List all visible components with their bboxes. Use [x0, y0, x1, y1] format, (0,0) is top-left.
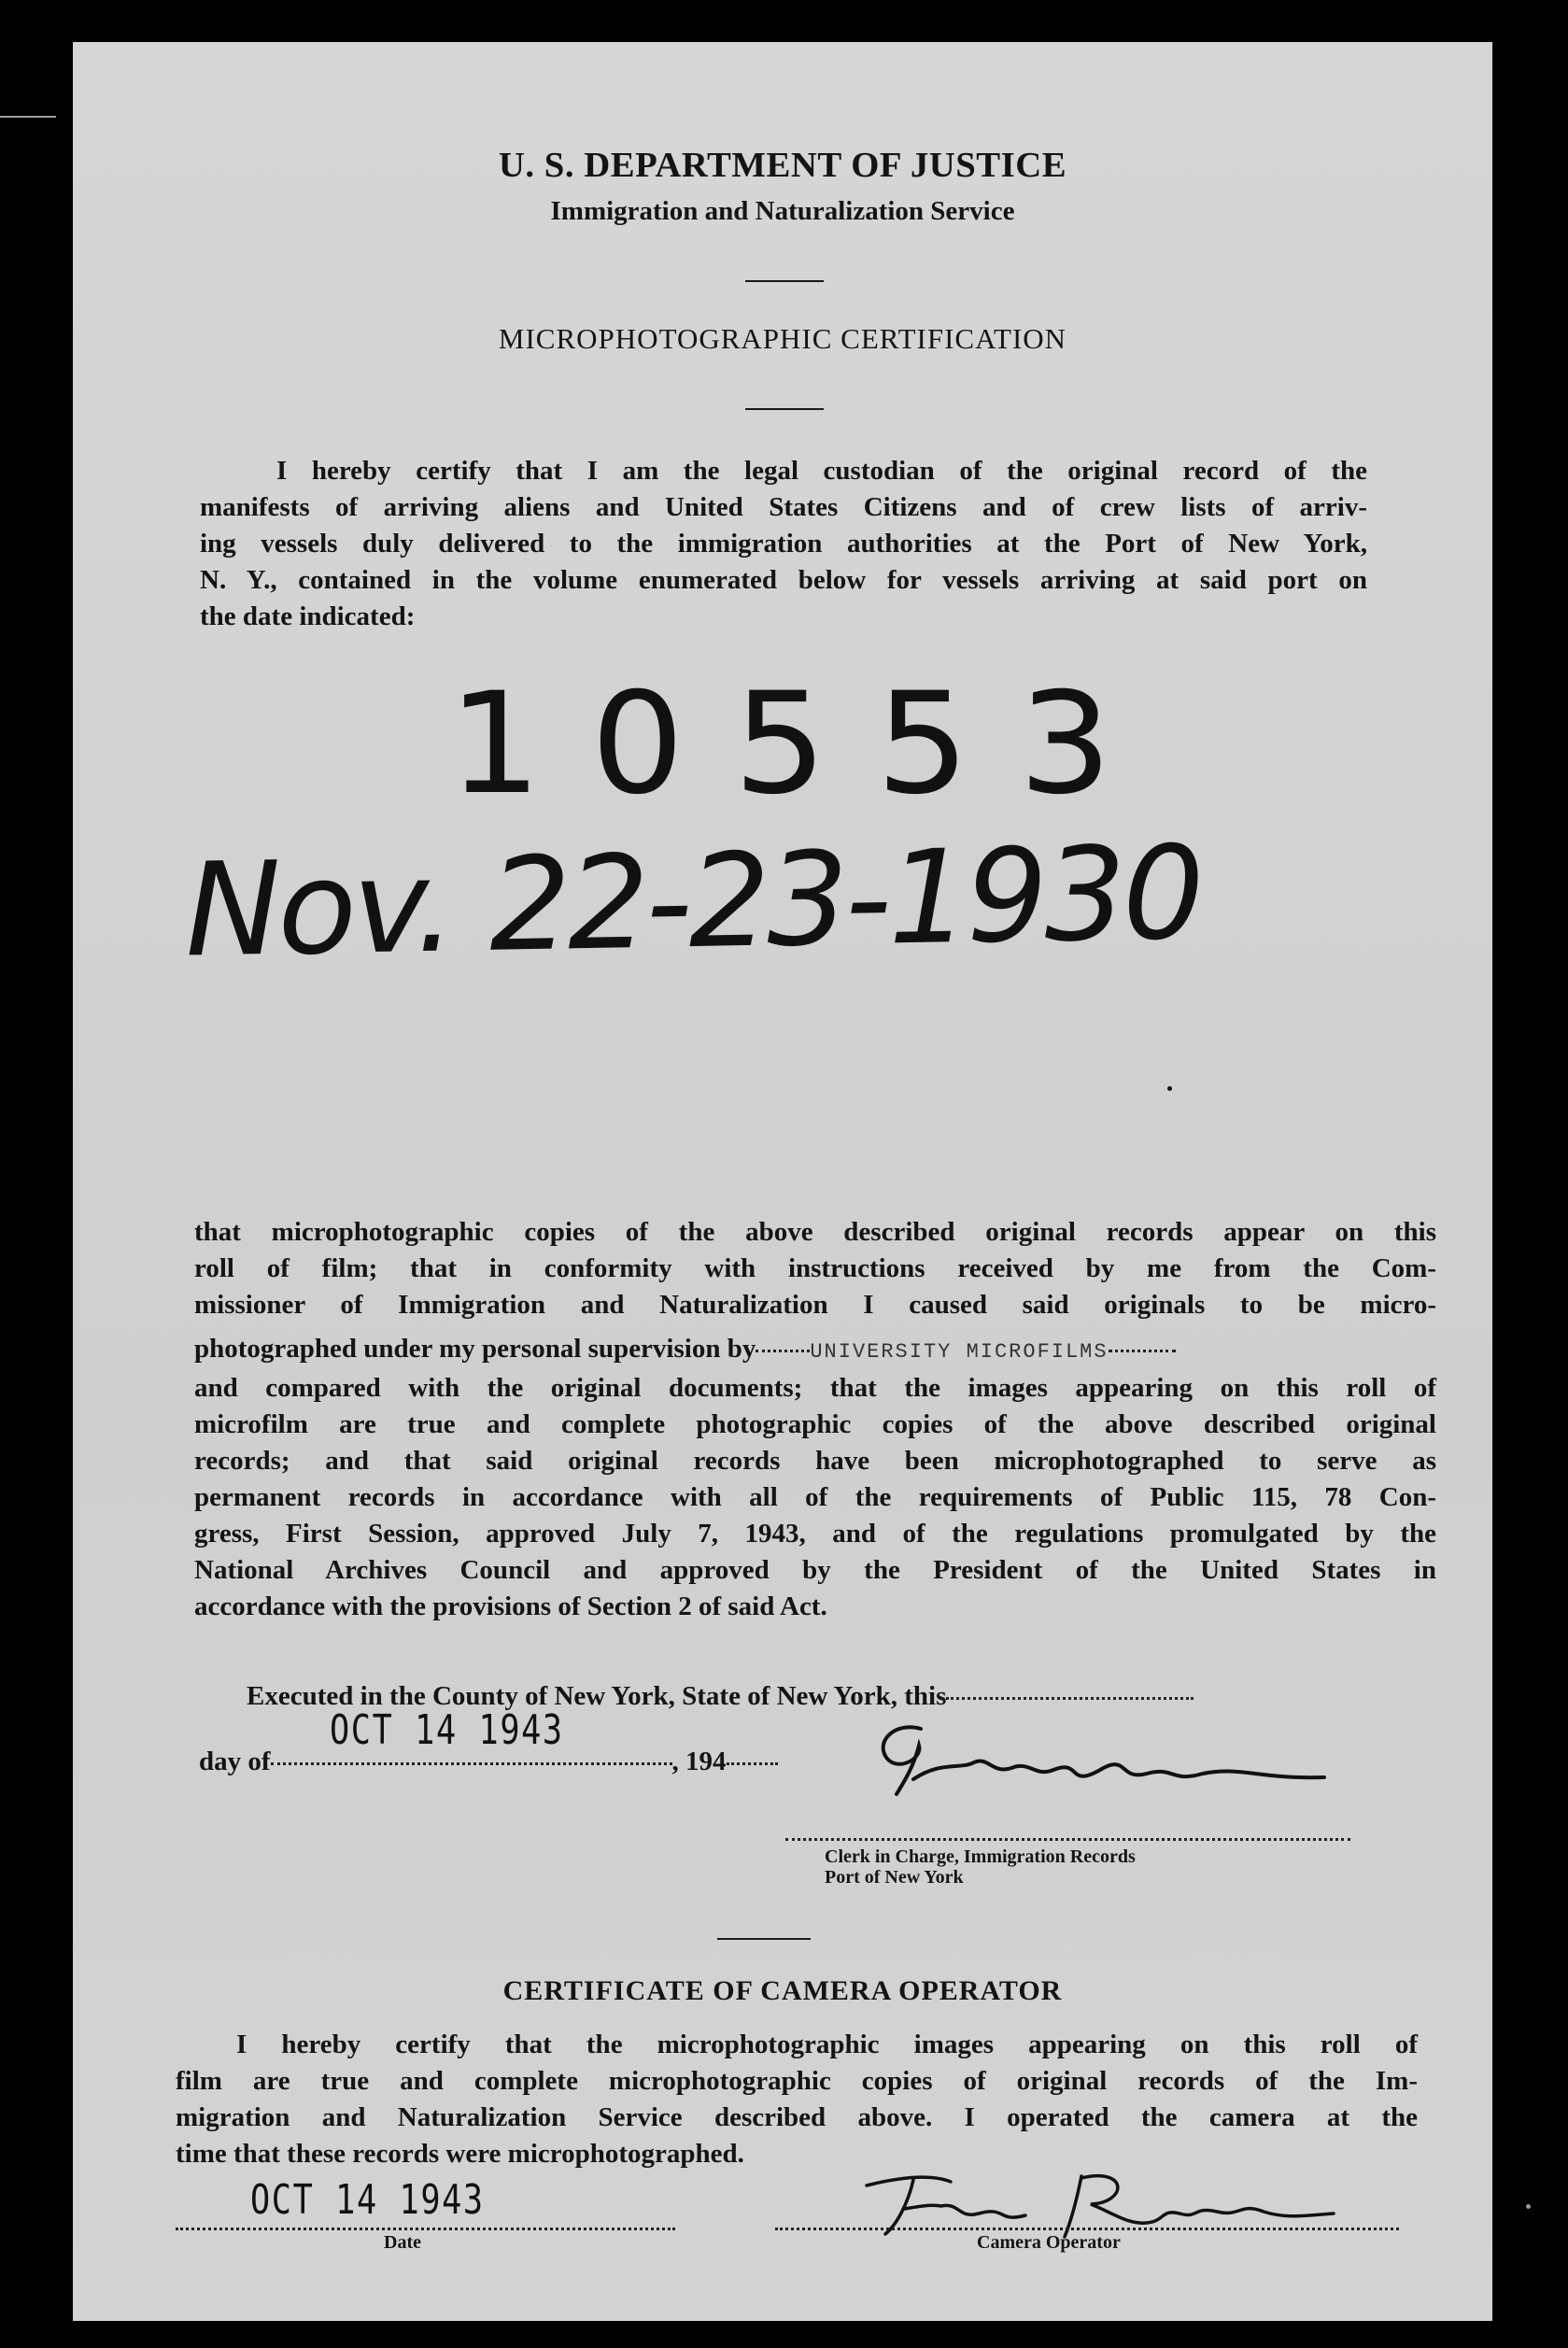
text-line: accordance with the provisions of Section 2 of said Act. — [194, 1591, 827, 1621]
text-line: time that these records were microphotographed. — [176, 2139, 744, 2169]
text-line: permanent records in accordance with all of the requirements of Public 115, 78 Con- — [194, 1482, 1436, 1512]
operator-line — [775, 2228, 1399, 2230]
supervision-prefix: photographed under my personal supervision by — [194, 1334, 756, 1364]
certificate-page — [73, 42, 1492, 2321]
text-line: microfilm are true and complete photographic copies of the above described original — [194, 1409, 1436, 1439]
clerk-signature-line — [785, 1838, 1350, 1841]
camera-section-title: CERTIFICATE OF CAMERA OPERATOR — [502, 1975, 1063, 2006]
text-line: that microphotographic copies of the above described original records appear on this — [194, 1217, 1436, 1247]
divider — [745, 280, 824, 282]
scan-speck — [0, 116, 56, 118]
executed-date-stamp: OCT 14 1943 — [330, 1706, 564, 1754]
handwritten-volume-number: 10553 — [447, 663, 1162, 826]
text-line: N. Y., contained in the volume enumerated below for vessels arriving at said port on — [200, 565, 1367, 595]
body-paragraph — [194, 1214, 1436, 1625]
intro-paragraph — [200, 453, 1367, 635]
text-line: I hereby certify that the microphotographic images appearing on this roll of — [236, 2030, 1418, 2059]
text-line: National Archives Council and approved by the President of the United States in — [194, 1555, 1436, 1585]
text-line: gress, First Session, approved July 7, 1943, and of the regulations promulgated by the — [194, 1519, 1436, 1549]
certification-title: MICROPHOTOGRAPHIC CERTIFICATION — [498, 322, 1067, 355]
year-prefix: , 194 — [671, 1747, 727, 1776]
handwritten-dates: Nov. 22-23-1930 — [183, 817, 1203, 986]
clerk-title — [825, 1846, 1136, 1888]
text-line: roll of film; that in conformity with instructions received by me from the Com- — [194, 1253, 1436, 1283]
supervisor-name: UNIVERSITY MICROFILMS — [810, 1340, 1109, 1364]
camera-paragraph — [176, 2027, 1418, 2172]
text-line: migration and Naturalization Service described above. I operated the camera at the — [176, 2102, 1418, 2132]
camera-operator-label: Camera Operator — [977, 2232, 1121, 2253]
text-line: manifests of arriving aliens and United States Citizens and of crew lists of arriv- — [200, 492, 1367, 522]
dotted-leader — [1109, 1350, 1176, 1352]
camera-date-stamp: OCT 14 1943 — [250, 2176, 485, 2224]
clerk-signature — [801, 1704, 1418, 1817]
clerk-title-line1: Clerk in Charge, Immigration Records — [825, 1846, 1136, 1867]
day-of-label: day of — [199, 1747, 271, 1776]
supervision-line — [194, 1331, 1436, 1370]
divider — [717, 1938, 811, 1940]
dotted-leader — [946, 1697, 1194, 1700]
text-line: and compared with the original documents; that the images appearing on this roll of — [194, 1373, 1436, 1403]
dotted-leader — [756, 1350, 810, 1352]
dotted-leader — [271, 1762, 672, 1765]
executed-text: Executed in the County of New York, State of New York, this — [247, 1681, 947, 1711]
text-line: records; and that said original records have been microphotographed to serve as — [194, 1446, 1436, 1476]
date-label: Date — [384, 2232, 421, 2253]
date-line — [176, 2228, 675, 2230]
divider — [745, 408, 824, 410]
text-line: missioner of Immigration and Naturalization I caused said originals to be micro- — [194, 1290, 1436, 1320]
dotted-leader — [727, 1762, 778, 1765]
scan-speck — [1526, 2204, 1531, 2209]
text-line: film are true and complete microphotographic copies of original records of the Im- — [176, 2066, 1418, 2096]
clerk-title-line2: Port of New York — [825, 1867, 964, 1888]
text-line: I hereby certify that I am the legal custodian of the original record of the — [276, 456, 1367, 486]
service-subtitle: Immigration and Naturalization Service — [550, 196, 1015, 226]
text-line: ing vessels duly delivered to the immigration authorities at the Port of New York, — [200, 529, 1367, 559]
text-line: the date indicated: — [200, 601, 416, 631]
speck — [1167, 1086, 1172, 1091]
department-title: U. S. DEPARTMENT OF JUSTICE — [498, 146, 1067, 185]
